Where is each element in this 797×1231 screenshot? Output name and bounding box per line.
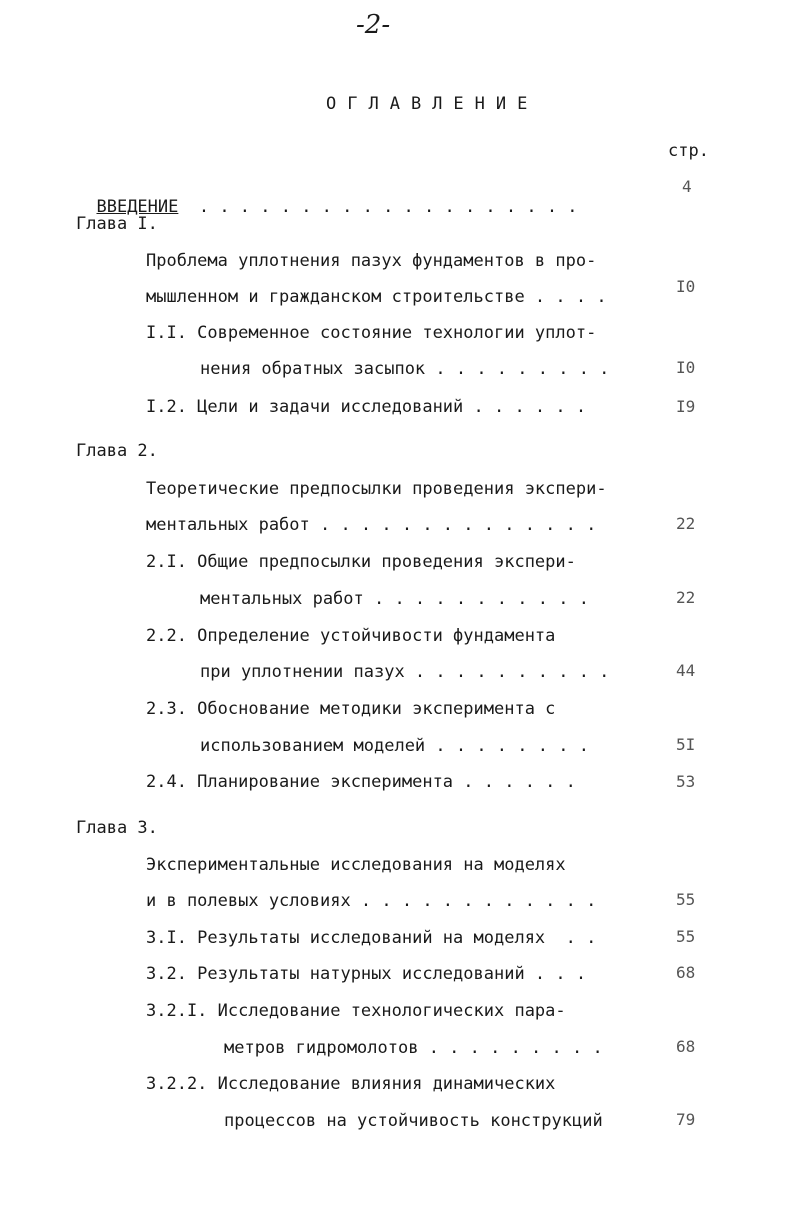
toc-entry-introduction-title: ВВЕДЕНИЕ — [96, 197, 179, 217]
toc-entry-line: использованием моделей . . . . . . . . — [200, 736, 589, 756]
toc-page-number: 68 — [676, 963, 696, 982]
toc-page-number: 55 — [676, 927, 696, 946]
toc-entry-line: мышленном и гражданском строительстве . . . . — [146, 287, 607, 307]
page-title: ОГЛАВЛЕНИЕ — [326, 94, 539, 114]
toc-entry-line: I.I. Современное состояние технологии уплот- — [146, 323, 597, 343]
toc-page-number: 5I — [676, 735, 696, 754]
toc-page-number: I9 — [676, 397, 696, 416]
toc-page-number: 4 — [682, 177, 692, 196]
toc-page-number: 55 — [676, 890, 696, 909]
toc-chapter-3: Глава 3. — [76, 818, 158, 838]
toc-entry-line: и в полевых условиях . . . . . . . . . . . . — [146, 891, 597, 911]
toc-chapter-2: Глава 2. — [76, 441, 158, 461]
toc-page-number: I0 — [676, 358, 696, 377]
toc-entry-line: 3.2. Результаты натурных исследований . . . — [146, 964, 587, 984]
toc-entry-line: 2.4. Планирование эксперимента . . . . . . — [146, 772, 576, 792]
toc-entry-line: нения обратных засыпок . . . . . . . . . — [200, 359, 610, 379]
toc-entry-line: метров гидромолотов . . . . . . . . . — [224, 1038, 603, 1058]
page-number: -2- — [356, 10, 391, 40]
toc-entry-line: Экспериментальные исследования на моделях — [146, 855, 566, 875]
toc-page-number: 22 — [676, 514, 696, 533]
toc-entry-line: 3.2.I. Исследование технологических пара- — [146, 1001, 566, 1021]
toc-entry-introduction — [76, 177, 578, 217]
toc-entry-line: ментальных работ . . . . . . . . . . . — [200, 589, 589, 609]
toc-page-number: 53 — [676, 772, 696, 791]
toc-entry-line: 2.3. Обоснование методики эксперимента с — [146, 699, 556, 719]
toc-entry-line: при уплотнении пазух . . . . . . . . . . — [200, 662, 610, 682]
toc-entry-line: Теоретические предпосылки проведения экспери- — [146, 479, 607, 499]
toc-page-number: I0 — [676, 277, 696, 296]
toc-entry-line: 3.2.2. Исследование влияния динамических — [146, 1074, 556, 1094]
toc-page-number: 79 — [676, 1110, 696, 1129]
toc-page-number: 44 — [676, 661, 696, 680]
toc-entry-line: 3.I. Результаты исследований на моделях . . — [146, 928, 597, 948]
toc-entry-line: I.2. Цели и задачи исследований . . . . . . — [146, 397, 587, 417]
toc-entry-line: процессов на устойчивость конструкций — [224, 1111, 603, 1131]
toc-page-number: 68 — [676, 1037, 696, 1056]
toc-entry-line: 2.I. Общие предпосылки проведения экспери- — [146, 552, 576, 572]
toc-entry-line: ментальных работ . . . . . . . . . . . . . . — [146, 515, 597, 535]
toc-chapter-1: Глава I. — [76, 214, 158, 234]
toc-page-number: 22 — [676, 588, 696, 607]
toc-leader: . . . . . . . . . . . . . . . . . . . — [178, 197, 578, 217]
page-column-label: стр. — [668, 141, 709, 161]
toc-entry-line: Проблема уплотнения пазух фундаментов в про- — [146, 251, 597, 271]
toc-entry-line: 2.2. Определение устойчивости фундамента — [146, 626, 556, 646]
